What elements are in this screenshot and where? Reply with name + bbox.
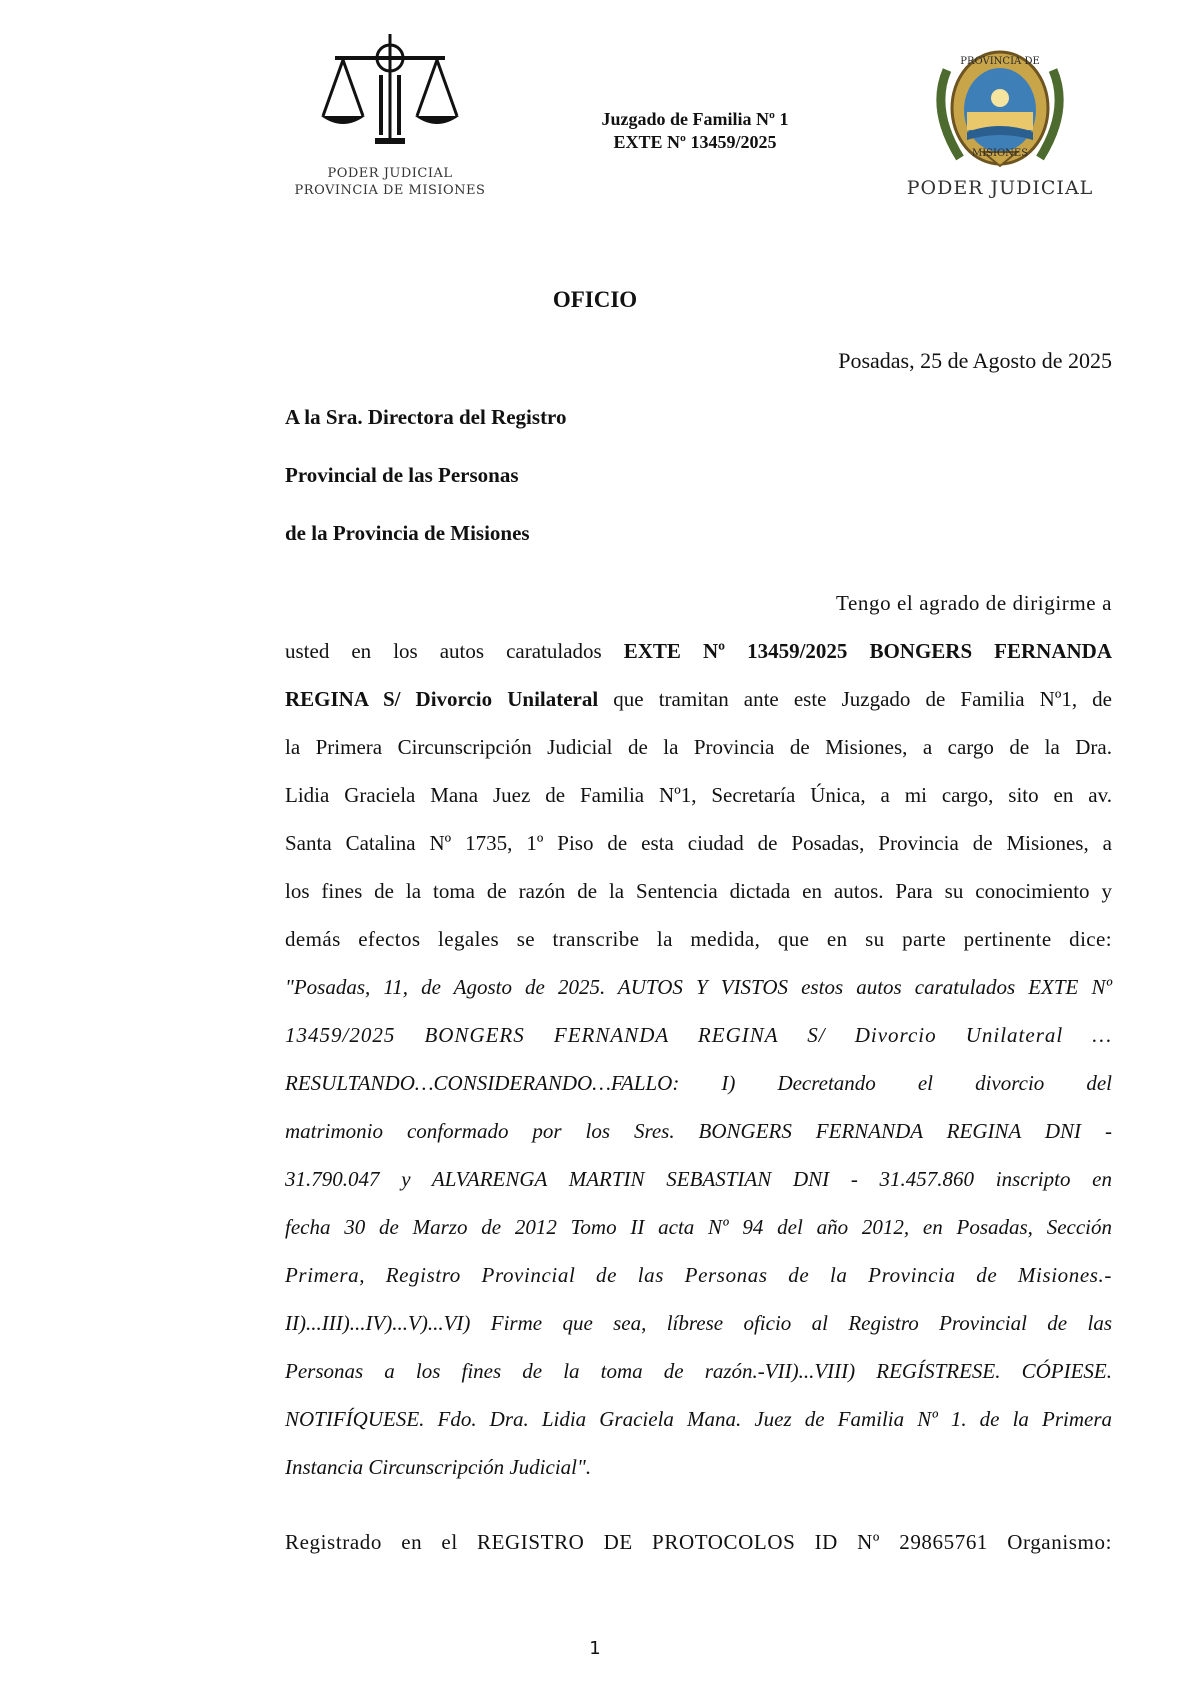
body-line-1: Tengo el agrado de dirigirme a bbox=[835, 591, 1112, 615]
right-logo-caption: PODER JUDICIAL bbox=[906, 177, 1094, 199]
body-line-2 bbox=[285, 639, 1112, 664]
quote-line-5: 31.790.047 y ALVARENGA MARTIN SEBASTIAN DNI - 31.457.860 inscripto en bbox=[285, 1167, 1112, 1191]
document-date: Posadas, 25 de Agosto de 2025 bbox=[838, 348, 1112, 373]
quote-line-8: II)...III)...IV)...V)...VI) Firme que sea, líbrese oficio al Registro Provincial de las bbox=[285, 1311, 1112, 1335]
body-line-5: Lidia Graciela Mana Juez de Familia Nº1, Secretaría Única, a mi cargo, sito en av. bbox=[285, 783, 1112, 807]
file-number: EXTE Nº 13459/2025 bbox=[613, 132, 777, 152]
registry-line: Registrado en el REGISTRO DE PROTOCOLOS ID Nº 29865761 Organismo: bbox=[285, 1530, 1112, 1554]
quote-line-4: matrimonio conformado por los Sres. BONGERS FERNANDA REGINA DNI - bbox=[285, 1119, 1112, 1143]
seal-bottom-text: MISIONES bbox=[971, 148, 1029, 159]
poder-judicial-scales-logo bbox=[290, 30, 490, 210]
quote-line-3: RESULTANDO…CONSIDERANDO…FALLO: I) Decretando el divorcio del bbox=[285, 1071, 1112, 1095]
scales-of-justice-icon bbox=[315, 30, 465, 165]
quote-line-10: NOTIFÍQUESE. Fdo. Dra. Lidia Graciela Mana. Juez de Familia Nº 1. de la Primera bbox=[285, 1407, 1112, 1431]
addressee-line-2: Provincial de las Personas bbox=[285, 463, 519, 487]
body-line-6: Santa Catalina Nº 1735, 1º Piso de esta ciudad de Posadas, Provincia de Misiones, a bbox=[285, 831, 1112, 855]
body-text: que tramitan ante este Juzgado de Familia Nº1, de bbox=[598, 687, 1112, 711]
misiones-seal-icon bbox=[905, 40, 1095, 170]
court-name: Juzgado de Familia Nº 1 bbox=[601, 109, 789, 129]
body-text: usted en los autos caratulados bbox=[285, 639, 624, 663]
left-logo-caption-1: PODER JUDICIAL bbox=[327, 166, 453, 181]
body-line-3 bbox=[285, 687, 1112, 712]
page-number: 1 bbox=[589, 1638, 601, 1659]
addressee-line-1: A la Sra. Directora del Registro bbox=[285, 405, 567, 429]
quote-line-11: Instancia Circunscripción Judicial". bbox=[285, 1455, 592, 1479]
quote-line-7: Primera, Registro Provincial de las Personas de la Provincia de Misiones.- bbox=[285, 1263, 1112, 1287]
case-caption-bold: EXTE Nº 13459/2025 BONGERS FERNANDA bbox=[623, 639, 1112, 663]
quote-line-2: 13459/2025 BONGERS FERNANDA REGINA S/ Divorcio Unilateral … bbox=[285, 1023, 1112, 1047]
body-line-7: los fines de la toma de razón de la Sentencia dictada en autos. Para su conocimiento y bbox=[285, 879, 1112, 903]
quote-line-6: fecha 30 de Marzo de 2012 Tomo II acta Nº 94 del año 2012, en Posadas, Sección bbox=[285, 1215, 1112, 1239]
left-logo-caption-2: PROVINCIA DE MISIONES bbox=[294, 183, 486, 198]
body-line-4: la Primera Circunscripción Judicial de la Provincia de Misiones, a cargo de la Dra. bbox=[285, 735, 1112, 759]
addressee-line-3: de la Provincia de Misiones bbox=[285, 521, 530, 545]
seal-top-text: PROVINCIA DE bbox=[960, 56, 1040, 67]
quote-line-9: Personas a los fines de la toma de razón.-VII)...VIII) REGÍSTRESE. CÓPIESE. bbox=[285, 1359, 1112, 1383]
provincia-misiones-seal-logo bbox=[905, 40, 1095, 210]
document-header bbox=[530, 108, 860, 154]
quote-line-1: "Posadas, 11, de Agosto de 2025. AUTOS Y VISTOS estos autos caratulados EXTE Nº bbox=[285, 975, 1112, 999]
document-title: OFICIO bbox=[552, 287, 638, 312]
body-line-8: demás efectos legales se transcribe la medida, que en su parte pertinente dice: bbox=[285, 927, 1112, 951]
case-caption-bold-cont: REGINA S/ Divorcio Unilateral bbox=[285, 687, 599, 711]
